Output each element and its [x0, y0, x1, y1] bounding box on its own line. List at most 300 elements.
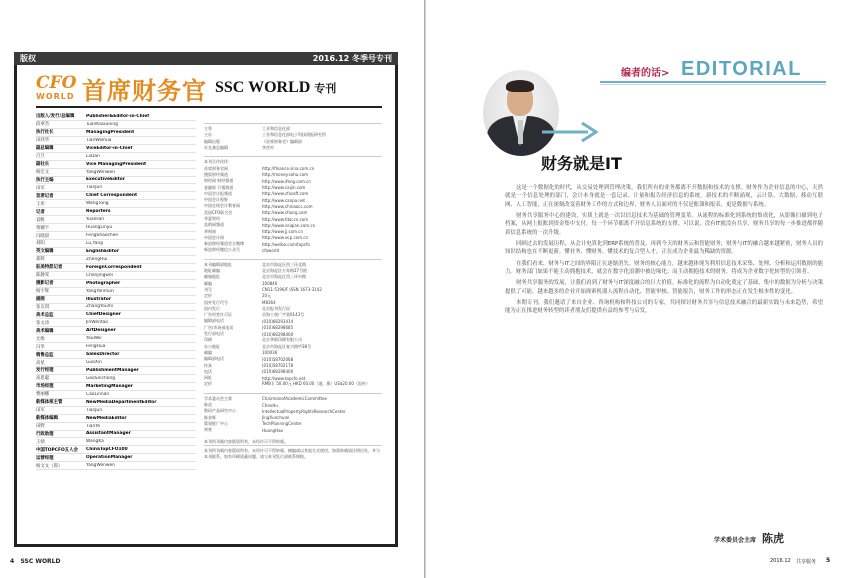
info-value: JingXunchuan	[262, 415, 290, 421]
info-row	[204, 210, 382, 216]
staff-value: Vice ManagingPresident	[86, 161, 147, 167]
right-footer-title: 共享服务	[796, 559, 817, 565]
arrow-right-icon	[540, 120, 602, 144]
staff-role: 摄影记者	[36, 281, 54, 287]
info-row	[204, 396, 382, 402]
info-row	[204, 184, 382, 190]
staff-role: 杨宏文	[36, 170, 50, 176]
editorial-paragraph: 这是一个数据化的时代，从交易处理到管理决策，我们所有的业务都离不开数据和技术的支撑。财务作为企业信息的中心，天然就是一个信息处理的部门，会计本身就是一套记录、计量和报告经济信息的系统。新技术的不断涌现，云计算、大数据、移动互联网、人工智能，正在深刻改变着财务工作的方式和边界，财务人员面对的不仅是账簿和报表，更是数据与系统。	[505, 185, 823, 208]
info-value: http://finance.sina.com.cn	[262, 166, 315, 172]
editorial-rule-thin	[600, 84, 826, 85]
info-value: 100846	[262, 281, 278, 287]
staff-role: 曹丽娜	[36, 392, 50, 398]
staff-value: Publisher&Editor-in-Chief	[86, 113, 150, 119]
staff-value: TianWeihua	[86, 137, 112, 143]
info-value: 北京市海淀区复兴路甲38号	[262, 343, 312, 349]
staff-row	[36, 137, 196, 145]
info-value: CN11-5196/F ISSN 1673-3142	[262, 287, 322, 293]
info-key: 学术委员会主席	[204, 395, 232, 401]
staff-row	[36, 327, 196, 335]
masthead-rule	[36, 106, 382, 108]
info-value: http://www.ceiqian.com.cn	[262, 222, 316, 228]
info-key: 陈金辉	[204, 414, 216, 420]
info-value: (010)58702068	[262, 356, 294, 362]
staff-value: EnglishEditor	[86, 248, 119, 254]
staff-row	[36, 272, 196, 280]
info-value: (010)68298400	[262, 331, 294, 337]
staff-list	[36, 113, 196, 470]
masthead-title-en: SSC WORLD	[215, 79, 311, 96]
editorial-title: 财务就是IT	[541, 154, 622, 173]
info-key: 国外发行代号	[204, 299, 228, 305]
staff-value: NewMediaDepartmentEditor	[86, 399, 157, 405]
right-footer-date: 2016.12	[770, 558, 791, 564]
staff-row	[36, 121, 196, 129]
staff-role: 杨宇辉	[36, 289, 50, 295]
staff-value: ManagingPresident	[86, 129, 135, 135]
staff-role: 尤维	[36, 336, 45, 342]
left-page	[0, 0, 424, 578]
staff-value: FengHua	[86, 344, 106, 350]
info-key: 中国会计报频道	[204, 190, 232, 196]
info-key: 广告经营许可证	[204, 312, 232, 318]
info-key: 财经网 财经频道	[204, 178, 234, 184]
info-value: 北京华联印刷有限公司	[262, 337, 302, 343]
staff-value: AssistantManager	[86, 431, 131, 437]
info-row	[204, 178, 382, 184]
staff-role: 冯晓晨	[36, 233, 50, 239]
info-value: 《首席财务官》编辑部	[262, 138, 302, 144]
staff-row	[36, 153, 196, 161]
staff-row	[36, 311, 196, 319]
info-key: 邮编	[204, 280, 212, 286]
info-row	[204, 337, 382, 343]
staff-row	[36, 240, 196, 248]
info-row	[204, 228, 382, 234]
info-value: (010)68293414	[262, 318, 294, 324]
staff-value: Lu,Yang	[86, 240, 103, 246]
info-key: 主管	[204, 126, 212, 132]
editorial-paragraph: 回顾过去的发展历程，从会计电算化到ERP系统的普及，再到今天的财务云和智能财务，财务与IT的融合越来越紧密，财务人员的知识结构也在不断更新。懂业务、懂财务、懂技术的复合型人才，正在成为企业最为稀缺的资源。	[505, 241, 823, 256]
info-value: HuangHao	[262, 427, 283, 433]
info-value: http://www.jj.com.cn	[262, 229, 304, 235]
info-key: 发行部电话	[204, 331, 224, 337]
staff-value: NewMediaEditor	[86, 415, 127, 421]
info-value: IntellectualPropertyRightsResearchCenter	[262, 408, 346, 414]
info-row	[204, 191, 382, 197]
editorial-label-en: EDITORIAL	[681, 58, 802, 80]
staff-role: 插图	[36, 297, 45, 303]
staff-role: 王彤	[36, 201, 45, 207]
staff-role: 美术总监	[36, 312, 54, 318]
info-key: 陈虎	[204, 402, 212, 408]
info-row	[204, 375, 382, 381]
staff-role: 田炜华	[36, 138, 50, 144]
info-row	[204, 362, 382, 368]
info-key: 数码产品研究中心	[204, 408, 236, 414]
staff-value: ArtDesigner	[86, 328, 116, 334]
staff-row	[36, 232, 196, 240]
staff-value: WangKa	[86, 439, 104, 445]
info-key: 国内发行	[204, 305, 220, 311]
info-value: http://www.cfosoft.com	[262, 191, 309, 197]
staff-row	[36, 145, 196, 153]
staff-row	[36, 375, 196, 383]
staff-value: YangYanmun	[86, 288, 114, 294]
staff-row	[36, 351, 196, 359]
staff-row	[36, 200, 196, 208]
info-row	[204, 203, 382, 209]
staff-row	[36, 446, 196, 454]
info-key: 黄豪	[204, 427, 212, 433]
masthead-title-cn: 首席财务官	[82, 76, 207, 105]
info-value: (010)58702178	[262, 363, 294, 369]
staff-value: YangWenwen	[86, 463, 115, 469]
staff-role: 中国TOPCFO五人会	[36, 447, 78, 453]
staff-row	[36, 177, 196, 185]
left-page-number: 4	[10, 558, 15, 565]
legal-line: 本刊所刊载内容版权所有，未经许可不得转载。	[204, 438, 288, 444]
staff-row	[36, 399, 196, 407]
info-key: 新浪财经频道官方微博	[204, 241, 244, 247]
editorial-paragraph: 本期专刊，我们邀请了来自企业、咨询机构和科技公司的专家，共同探讨财务共享与信息技术融合的最新实践与未来趋势，希望能为正在推进财务转型的读者朋友们提供有益的参考与启发。	[505, 300, 823, 315]
info-key: 华财网	[204, 228, 216, 234]
staff-value: ChenJingwei	[86, 272, 113, 278]
staff-role: 袁帆	[36, 217, 45, 223]
info-block	[204, 156, 382, 253]
info-key: 印刷	[204, 337, 212, 343]
staff-row	[36, 248, 196, 256]
logo-cfo-text: CFO	[36, 73, 77, 93]
staff-value: CaoLinnan	[86, 391, 110, 397]
info-value: http://www.ifeng.com.cn	[262, 178, 311, 184]
cfo-world-logo	[36, 74, 78, 102]
staff-value: Chief Correspondent	[86, 193, 138, 199]
staff-value: ChinaTopCFO100	[86, 447, 128, 453]
editorial-rule	[600, 81, 826, 83]
staff-row	[36, 264, 196, 272]
info-row	[204, 216, 382, 222]
staff-value: ExecutiveEditor	[86, 177, 125, 183]
info-value: 工业和信息化部	[262, 126, 290, 132]
staff-role: 记者	[36, 209, 45, 215]
masthead-subtitle: 专刊	[314, 82, 337, 95]
staff-role: 段翠杰	[36, 122, 50, 128]
staff-value: ZhangYoumi	[86, 304, 114, 310]
staff-value: GaoSinchong	[86, 375, 116, 381]
info-row	[204, 369, 382, 375]
info-row	[204, 318, 382, 324]
staff-row	[36, 216, 196, 224]
staff-row	[36, 161, 196, 169]
staff-role: 市场经理	[36, 384, 54, 390]
info-row	[204, 331, 382, 337]
staff-role: 黄耀宇	[36, 225, 50, 231]
staff-role: 副社长	[36, 162, 50, 168]
staff-role: 发行经理	[36, 368, 54, 374]
staff-row	[36, 383, 196, 391]
info-row	[204, 344, 382, 350]
staff-row	[36, 208, 196, 216]
staff-value: YangWenwen	[86, 169, 115, 175]
info-key: 广告/市场部电话	[204, 324, 234, 330]
info-value: 北京市海淀区西三环中路	[262, 274, 306, 280]
staff-role: 田军	[36, 185, 45, 191]
info-value: M8364	[262, 300, 276, 306]
staff-value: GuoXin	[86, 360, 102, 366]
editorial-paragraph: 财务共享服务中心的建设，实质上就是一次以信息技术为基础的管理变革。从流程的标准化到系统的集成化，从影像扫描到电子档案，从网上报账到资金集中支付，每一个环节都离不开信息系统的支撑。可以说，没有IT就没有共享，财务共享的每一步推进都伴随着信息系统的一次升级。	[505, 213, 823, 236]
staff-value: MarketingManager	[86, 383, 133, 389]
masthead	[36, 70, 336, 106]
staff-row	[36, 343, 196, 351]
staff-value: TianJun	[86, 185, 103, 191]
info-key: 本刊编辑部地址	[204, 261, 232, 267]
staff-role: 王婧	[36, 439, 45, 445]
staff-value: ZhengHui	[86, 256, 108, 262]
info-row	[204, 312, 382, 318]
info-value: http://weibo.com/topcfo	[262, 241, 310, 247]
staff-value: OperationManager	[86, 455, 133, 461]
staff-value: Illustrator	[86, 296, 111, 302]
info-value: http://www.cfoorg.com	[262, 210, 308, 216]
staff-role: 英文编辑	[36, 249, 54, 255]
staff-value: ForeignCorrespondent	[86, 264, 142, 270]
staff-value: Reporters	[86, 209, 111, 215]
info-key: 本刊合作伙伴：	[204, 159, 232, 165]
staff-row	[36, 224, 196, 232]
info-row	[204, 427, 382, 433]
staff-row	[36, 288, 196, 296]
info-key: 中国会计网	[204, 234, 224, 240]
staff-row	[36, 462, 196, 470]
info-key: 地址邮编	[204, 268, 220, 274]
staff-role: 田军	[36, 408, 45, 414]
info-row	[204, 414, 382, 420]
info-value: http://money.sohu.com	[262, 172, 309, 178]
staff-value: TianYe	[86, 423, 101, 429]
info-value: http://www.fdaccn.com	[262, 216, 309, 222]
staff-row	[36, 113, 196, 121]
info-row	[204, 126, 382, 132]
info-key: 新浪财经微信公众号	[204, 247, 240, 253]
staff-row	[36, 367, 196, 375]
info-row	[204, 165, 382, 171]
staff-role: 陈静雯	[36, 273, 50, 279]
staff-row	[36, 423, 196, 431]
info-value: 100036	[262, 350, 278, 356]
staff-role: 副总编辑	[36, 146, 54, 152]
info-key: 编辑出版	[204, 138, 220, 144]
signature-name: 陈虎	[762, 532, 785, 545]
info-key: 首席财务官网	[204, 165, 228, 171]
info-key: 华夏财经	[204, 216, 220, 221]
staff-row	[36, 391, 196, 399]
info-key: 定价	[204, 381, 212, 387]
info-key: 中国会计视野	[204, 197, 228, 203]
info-value: (010)68298685	[262, 325, 294, 331]
info-row	[204, 274, 382, 280]
info-value: http://www.chinaacc.com	[262, 203, 313, 209]
staff-value: JinWentao	[86, 320, 108, 326]
staff-value: FengShaochen	[86, 233, 119, 239]
staff-row	[36, 184, 196, 192]
info-value: http://www.caijin.com	[262, 185, 306, 191]
staff-value: LvDan	[86, 153, 100, 159]
info-row	[204, 350, 382, 356]
editorial-body	[505, 184, 823, 319]
staff-row	[36, 335, 196, 343]
staff-value: Photographer	[86, 280, 121, 286]
staff-role: 执行主编	[36, 177, 54, 183]
info-key: 刊号	[204, 286, 212, 292]
info-key: 社长兼总编辑	[204, 145, 228, 151]
info-value: TechPlanningCenter	[262, 421, 302, 427]
info-row	[204, 139, 382, 145]
staff-value: SalesDirector	[86, 352, 120, 358]
info-key: 中国在线会计教育网	[204, 203, 240, 209]
right-page-number: 5	[826, 557, 831, 564]
publication-info	[204, 123, 382, 460]
info-key: 金融界 行情频道	[204, 184, 234, 190]
info-key: 办公地址	[204, 343, 220, 349]
staff-value: ChiefDesigner	[86, 312, 121, 318]
staff-role: 杨文文（郎）	[36, 463, 63, 469]
staff-role: 新媒体编辑	[36, 416, 58, 422]
info-row	[204, 421, 382, 427]
staff-row	[36, 415, 196, 423]
info-value: ChenHu	[262, 402, 278, 408]
info-block	[204, 123, 382, 151]
logo-world-text: WORLD	[36, 92, 75, 101]
info-key: 电话	[204, 368, 212, 374]
staff-row	[36, 438, 196, 446]
info-row	[204, 132, 382, 138]
info-value: 工业和信息化部电子科技情报研究所	[262, 132, 326, 138]
info-value: 李彦衫	[262, 145, 274, 151]
info-key: 主办	[204, 132, 212, 138]
staff-value: HuangLinyu	[86, 225, 113, 231]
info-row	[204, 145, 382, 151]
staff-row	[36, 304, 196, 312]
info-value: 20元	[262, 293, 272, 299]
staff-role: 销售总监	[36, 352, 54, 358]
staff-role: 新媒体部主管	[36, 400, 63, 406]
info-value: 北京海淀区万寿路27号院	[262, 268, 308, 274]
info-value: RMB￥ 50.00元 HKD 60.00（港、澳）US$20.00（国外）	[262, 381, 370, 387]
info-block	[204, 393, 382, 434]
info-row	[204, 293, 382, 299]
staff-role: 行政助理	[36, 431, 54, 437]
staff-role: 执行社长	[36, 130, 54, 136]
editorial-paragraph: 在我们看来，财务与IT之间的界限正在逐渐消失。财务的核心能力，越来越体现为利用信息技术采集、处理、分析和运用数据的能力。财务部门如果不能主动拥抱技术，就会在数字化浪潮中被边缘化；而主动拥抱技术的财务，将成为企业数字化转型的引领者。	[505, 260, 823, 276]
header-issue-label: 2016.12 冬季号专刊	[312, 54, 392, 63]
staff-row	[36, 407, 196, 415]
staff-value: YouWei	[86, 336, 102, 342]
staff-row	[36, 319, 196, 327]
left-footer-title: SSC WORLD	[20, 558, 61, 565]
staff-row	[36, 169, 196, 177]
staff-row	[36, 129, 196, 137]
staff-row	[36, 192, 196, 200]
info-row	[204, 299, 382, 305]
info-value: (010)68298400	[262, 369, 294, 375]
info-key: 网址	[204, 375, 212, 381]
left-page-header-bar	[14, 52, 398, 65]
info-row	[204, 381, 382, 387]
left-page-footer	[10, 558, 60, 565]
staff-role: 张文涛	[36, 320, 50, 326]
signature-role: 学术委员会主席	[714, 537, 757, 544]
info-row	[204, 247, 382, 253]
info-row	[204, 262, 382, 268]
staff-row	[36, 256, 196, 264]
editorial-paragraph: 财务共享服务的发展，让我们看到了财务与IT深度融合的巨大价值。标准化的流程为自动化奠定了基础，集中的数据为分析与决策提供了可能。越来越多的企业开始探索机器人流程自动化、智能审核、智能报告，财务工作的形态正在发生根本性的变化。	[505, 280, 823, 295]
staff-role: 首席记者	[36, 193, 54, 199]
header-section-label: 版权	[20, 54, 36, 63]
staff-role: 郑辉	[36, 257, 45, 263]
staff-role: 高星	[36, 360, 45, 366]
staff-row	[36, 280, 196, 288]
staff-row	[36, 454, 196, 462]
staff-role: 美术编辑	[36, 328, 54, 334]
info-key: 美国CFO联合会	[204, 209, 233, 215]
staff-role: 刘阳	[36, 241, 45, 247]
info-row	[204, 356, 382, 362]
info-key: 编辑部电话	[204, 318, 224, 324]
info-value: http://www.topcfo.net	[262, 375, 306, 381]
staff-role: 吕旦	[36, 154, 45, 160]
info-value: ChairmanofAcademicCommittee	[262, 396, 327, 402]
info-key: 策划推广中心	[204, 420, 228, 426]
info-value: http://www.ecp.com.cn	[262, 235, 308, 241]
staff-value: ViceEditor-in-Chief	[86, 145, 133, 151]
staff-role: 张友琪	[36, 304, 50, 310]
staff-value: PublishmentManager	[86, 367, 139, 373]
staff-role: 高思聪	[36, 376, 50, 382]
info-value: http://www.canpa.net	[262, 197, 305, 203]
staff-role: 出版人/发行/总编辑	[36, 114, 75, 120]
info-row	[204, 287, 382, 293]
staff-value: TuanKaixuning	[86, 121, 118, 127]
info-value: cfoworld	[262, 247, 280, 253]
staff-value: YuanFan	[86, 217, 105, 223]
staff-role: 田野	[36, 424, 45, 430]
info-row	[204, 222, 382, 228]
info-key: 邮编	[204, 349, 212, 355]
staff-role: 驻美特派记者	[36, 265, 63, 271]
info-key: 定价	[204, 293, 212, 299]
signature	[714, 530, 784, 546]
info-block	[204, 259, 382, 388]
copyright-notice: 本刊所刊载内容版权所有，未经许可不得转载、摘编或以其他方式使用，如需转载请注明出处，并与本刊联系。如有印刷质量问题，请与本刊发行部联系调换。	[204, 445, 382, 460]
staff-value: WangTong	[86, 201, 109, 207]
info-key: 邮箱地址	[204, 274, 220, 280]
info-row	[204, 268, 382, 274]
staff-row	[36, 359, 196, 367]
staff-row	[36, 431, 196, 439]
info-key: 编辑部电话	[204, 356, 224, 362]
info-value: 北京市海淀区西三环北路	[262, 261, 306, 267]
editorial-label-cn: 编者的话>	[621, 68, 670, 79]
info-value: 北京报刊发行局	[262, 305, 290, 311]
info-key: 搜狐财经频道	[204, 171, 228, 177]
info-row	[204, 325, 382, 331]
info-row	[204, 281, 382, 287]
staff-row	[36, 296, 196, 304]
info-row	[204, 408, 382, 414]
info-value: 京海工商广字第0143号	[262, 312, 305, 318]
info-key: 直销网频道	[204, 222, 224, 228]
